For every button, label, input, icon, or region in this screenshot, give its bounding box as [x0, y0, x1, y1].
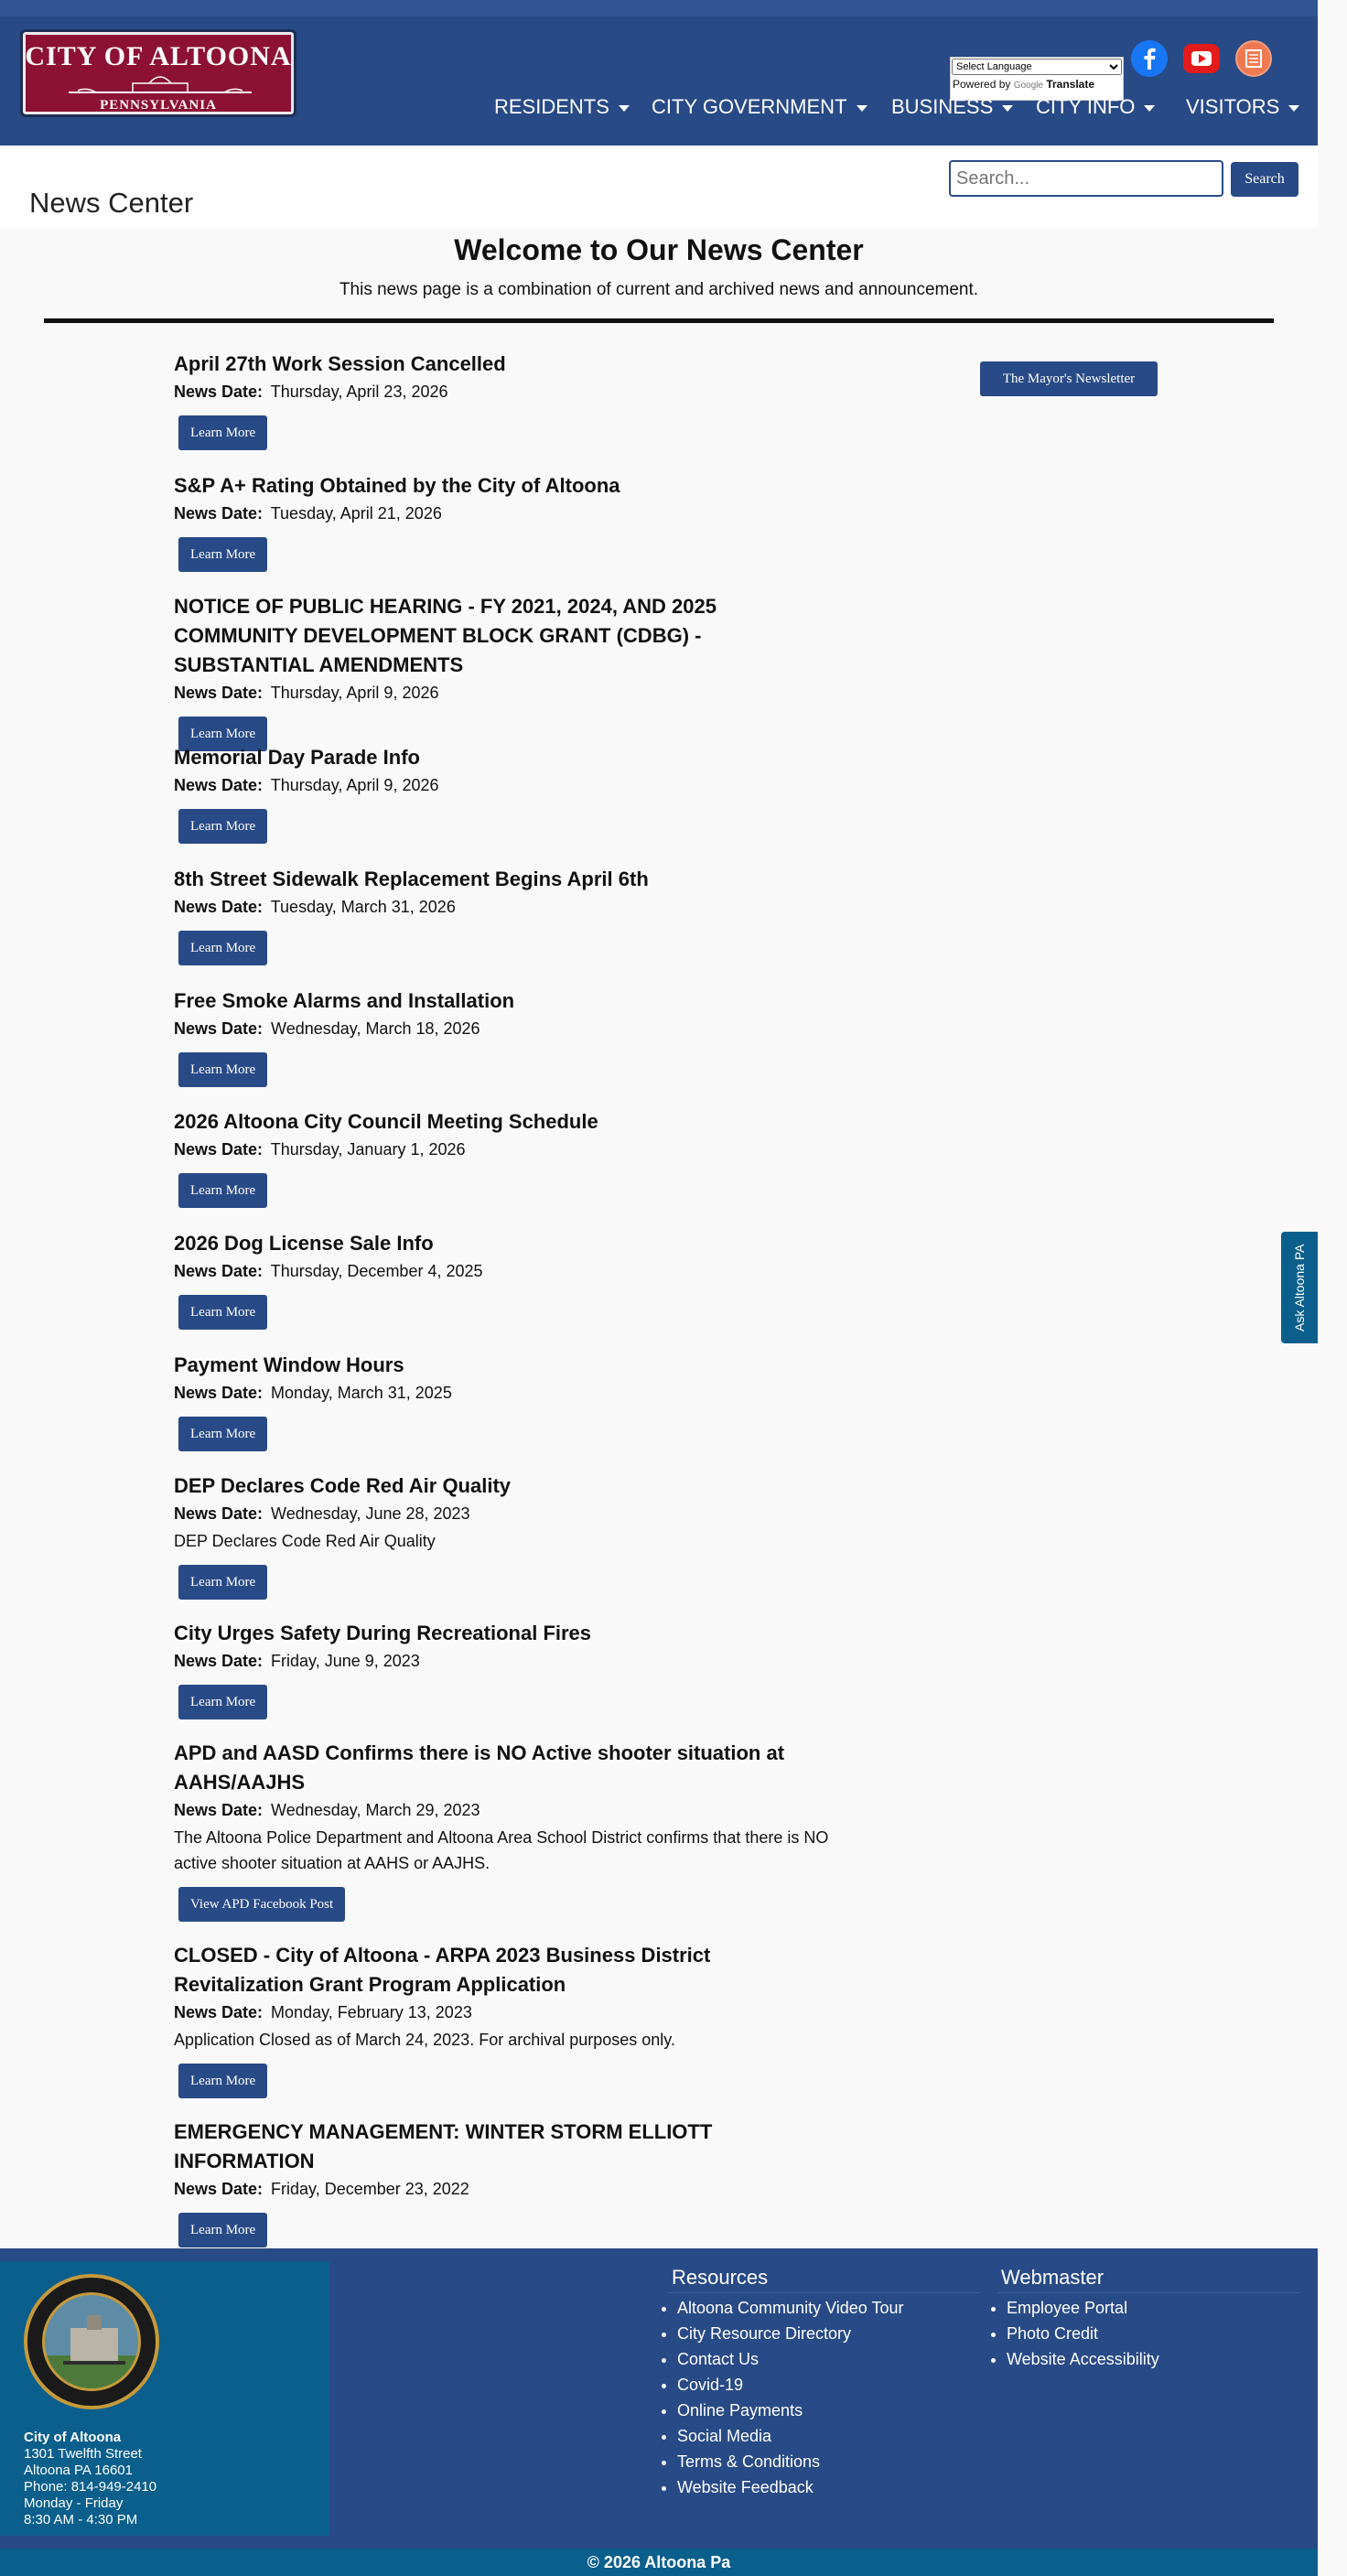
news-item [174, 1351, 833, 1451]
news-date: News Date: Tuesday, April 21, 2026 [174, 504, 442, 523]
resources-list [659, 2295, 903, 2500]
news-date: News Date: Tuesday, March 31, 2026 [174, 898, 456, 916]
news-title[interactable]: S&P A+ Rating Obtained by the City of Altoona [174, 474, 620, 497]
news-date: News Date: Friday, June 9, 2023 [174, 1652, 420, 1670]
news-title[interactable]: EMERGENCY MANAGEMENT: WINTER STORM ELLIOTT INFORMATION [174, 2120, 713, 2172]
google-translate [950, 57, 1124, 101]
footer-contact [0, 2261, 329, 2536]
news-date: News Date: Monday, March 31, 2025 [174, 1384, 452, 1402]
news-date: News Date: Monday, February 13, 2023 [174, 2003, 472, 2021]
news-item [174, 743, 833, 844]
translate-link[interactable]: Translate [1046, 78, 1095, 91]
news-item [174, 1941, 833, 2098]
learn-more-button[interactable]: Learn More [178, 1417, 267, 1451]
news-date: News Date: Wednesday, March 18, 2026 [174, 1019, 480, 1038]
chevron-down-icon [1002, 105, 1013, 112]
learn-more-button[interactable]: Learn More [178, 717, 267, 751]
google-logo: Google [1013, 81, 1043, 91]
news-title[interactable]: APD and AASD Confirms there is NO Active shooter situation at AAHS/AAJHS [174, 1741, 785, 1794]
news-title[interactable]: 8th Street Sidewalk Replacement Begins April 6th [174, 868, 649, 890]
news-item [174, 2118, 833, 2247]
search-input[interactable] [949, 160, 1223, 197]
webmaster-heading: Webmaster [1001, 2266, 1105, 2289]
learn-more-button[interactable]: Learn More [178, 1685, 267, 1719]
news-date: News Date: Thursday, April 9, 2026 [174, 684, 439, 702]
nav-city-government[interactable]: CITY GOVERNMENT [652, 95, 867, 119]
page-title: News Center [29, 187, 194, 219]
news-title[interactable]: April 27th Work Session Cancelled [174, 352, 506, 375]
footer-link[interactable]: • City Resource Directory [677, 2321, 903, 2346]
news-title[interactable]: CLOSED - City of Altoona - ARPA 2023 Business District Revitalization Grant Program Application [174, 1944, 711, 1996]
news-date: News Date: Thursday, December 4, 2025 [174, 1262, 483, 1280]
footer-link[interactable]: • Contact Us [677, 2346, 903, 2372]
footer-link[interactable]: • Website Feedback [677, 2474, 903, 2500]
learn-more-button[interactable]: Learn More [178, 2064, 267, 2098]
news-item [174, 1107, 833, 1208]
news-title[interactable]: NOTICE OF PUBLIC HEARING - FY 2021, 2024, AND 2025 COMMUNITY DEVELOPMENT BLOCK GRANT (CDBG) - SUBSTANTIAL AMENDMENTS [174, 595, 717, 676]
learn-more-button[interactable]: Learn More [178, 931, 267, 965]
site-header [0, 0, 1318, 146]
news-date: News Date: Friday, December 23, 2022 [174, 2180, 469, 2198]
youtube-icon[interactable] [1183, 40, 1220, 77]
news-title[interactable]: 2026 Altoona City Council Meeting Schedule [174, 1110, 598, 1133]
seal-building-icon [45, 2295, 141, 2391]
search-button[interactable]: Search [1231, 162, 1299, 197]
learn-more-button[interactable]: Learn More [178, 1565, 267, 1600]
footer-link[interactable]: • Covid-19 [677, 2372, 903, 2398]
ask-altoona-tab[interactable]: Ask Altoona PA [1281, 1232, 1318, 1343]
title-bar [0, 146, 1318, 228]
news-title[interactable]: 2026 Dog License Sale Info [174, 1232, 434, 1255]
intro-text: This news page is a combination of current and archived news and announcement. [339, 280, 979, 299]
news-date: News Date: Thursday, January 1, 2026 [174, 1140, 466, 1159]
webmaster-list [988, 2295, 1159, 2372]
facebook-icon[interactable] [1131, 40, 1168, 77]
city-logo[interactable] [20, 29, 296, 117]
chevron-down-icon [1144, 105, 1155, 112]
news-description: Application Closed as of March 24, 2023. For archival purposes only. [174, 2031, 675, 2049]
view-apd-facebook-post-button[interactable]: View APD Facebook Post [178, 1887, 345, 1922]
news-item [174, 1229, 833, 1330]
news-description: The Altoona Police Department and Altoona Area School District confirms that there is NO active shooter situation at AAHS or AAJHS. [174, 1828, 829, 1872]
divider [997, 2292, 1299, 2293]
capitol-icon [59, 69, 261, 96]
footer-link[interactable]: • Social Media [677, 2423, 903, 2449]
news-date: News Date: Wednesday, June 28, 2023 [174, 1504, 470, 1523]
footer-link[interactable]: • Altoona Community Video Tour [677, 2295, 903, 2321]
news-item [174, 1739, 833, 1922]
learn-more-button[interactable]: Learn More [178, 809, 267, 844]
news-item [174, 1619, 833, 1719]
news-item [174, 592, 833, 751]
footer-link[interactable]: • Photo Credit [1007, 2321, 1159, 2346]
footer-link[interactable]: • Terms & Conditions [677, 2449, 903, 2474]
nav-business[interactable]: BUSINESS [891, 95, 1013, 119]
learn-more-button[interactable]: Learn More [178, 1173, 267, 1208]
powered-by: Powered by Google Translate [953, 78, 1095, 91]
divider [44, 318, 1274, 323]
mayors-newsletter-button[interactable]: The Mayor's Newsletter [980, 361, 1158, 396]
chevron-down-icon [619, 105, 630, 112]
nav-residents[interactable]: RESIDENTS [494, 95, 630, 119]
learn-more-button[interactable]: Learn More [178, 1052, 267, 1087]
learn-more-button[interactable]: Learn More [178, 415, 267, 450]
news-title[interactable]: Memorial Day Parade Info [174, 746, 420, 769]
copyright: © 2026 Altoona Pa [0, 2549, 1318, 2576]
news-item [174, 1471, 833, 1600]
chevron-down-icon [1288, 105, 1299, 112]
news-item [174, 986, 833, 1087]
learn-more-button[interactable]: Learn More [178, 2213, 267, 2247]
nav-city-info[interactable]: CITY INFO [1036, 95, 1155, 119]
news-title[interactable]: Free Smoke Alarms and Installation [174, 989, 515, 1012]
news-date: News Date: Wednesday, March 29, 2023 [174, 1801, 480, 1819]
learn-more-button[interactable]: Learn More [178, 1295, 267, 1330]
footer-link[interactable]: • Online Payments [677, 2398, 903, 2423]
logo-subtitle: PENNSYLVANIA [100, 98, 217, 113]
footer-link[interactable]: • Employee Portal [1007, 2295, 1159, 2321]
chevron-down-icon [857, 105, 867, 112]
news-description: DEP Declares Code Red Air Quality [174, 1532, 436, 1550]
divider [668, 2292, 979, 2293]
language-select[interactable] [952, 59, 1122, 75]
welcome-heading: Welcome to Our News Center [454, 233, 864, 266]
nav-visitors[interactable]: VISITORS [1186, 95, 1299, 119]
city-seal [24, 2274, 159, 2409]
news-title[interactable]: Payment Window Hours [174, 1353, 404, 1376]
news-title[interactable]: DEP Declares Code Red Air Quality [174, 1474, 512, 1497]
learn-more-button[interactable]: Learn More [178, 537, 267, 572]
resources-heading: Resources [672, 2266, 769, 2289]
footer-link[interactable]: • Website Accessibility [1007, 2346, 1159, 2372]
news-item [174, 865, 833, 965]
news-title[interactable]: City Urges Safety During Recreational Fires [174, 1622, 592, 1644]
news-item [174, 471, 833, 572]
news-date: News Date: Thursday, April 9, 2026 [174, 776, 439, 794]
logo-title: CITY OF ALTOONA [25, 41, 292, 71]
news-item [174, 350, 833, 450]
news-date: News Date: Thursday, April 23, 2026 [174, 383, 448, 401]
newsletter-icon[interactable] [1235, 40, 1272, 77]
footer-address: City of Altoona 1301 Twelfth Street Altoona PA 16601 Phone: 814-949-2410 Monday - Friday 8:30 AM - 4:30 PM [24, 2430, 157, 2527]
